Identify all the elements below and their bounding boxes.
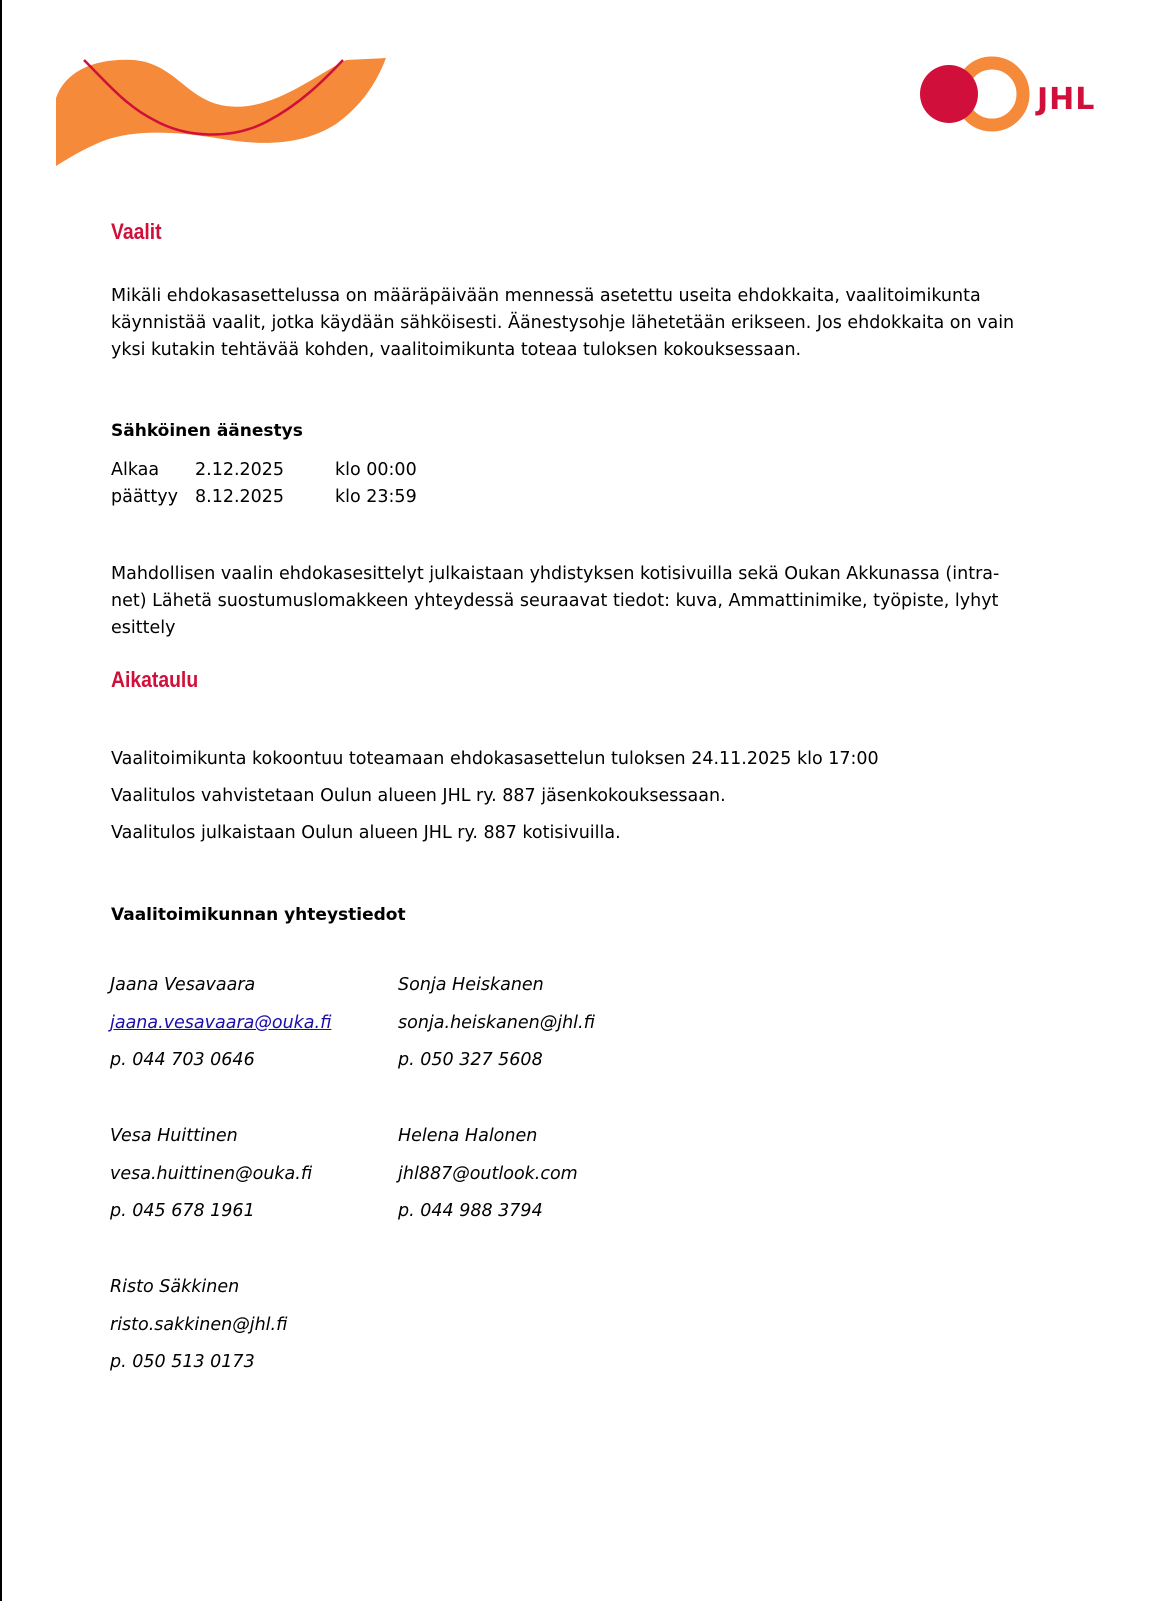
presentation-paragraph-line: Mahdollisen vaalin ehdokasesittelyt julkaistaan yhdistyksen kotisivuilla sekä Oukan Akkunassa (intra- [111, 564, 1000, 584]
section-title-aikataulu: Aikataulu [111, 667, 199, 692]
contacts-title: Vaalitoimikunnan yhteystiedot [111, 905, 406, 925]
presentation-paragraph-line: net) Lähetä suostumuslomakkeen yhteydessä seuraavat tiedot: kuva, Ammattinimike, työpiste, lyhyt [111, 591, 999, 611]
presentation-paragraph [111, 561, 999, 642]
contact-email-link[interactable]: jaana.vesavaara@ouka.fi [110, 1013, 332, 1033]
contact-email: risto.sakkinen@jhl.fi [110, 1315, 288, 1335]
voting-title: Sähköinen äänestys [111, 421, 303, 441]
voting-row [111, 457, 417, 484]
schedule-line: Vaalitoimikunta kokoontuu toteamaan ehdokasasettelun tuloksen 24.11.2025 klo 17:00 [111, 749, 879, 769]
contact-email: sonja.heiskanen@jhl.fi [398, 1013, 595, 1033]
voting-label: päättyy [111, 487, 178, 507]
vaalit-paragraph-line: käynnistää vaalit, jotka käydään sähköisesti. Äänestysohje lähetetään erikseen. Jos ehdokkaita on vain [111, 313, 1015, 333]
voting-time: klo 00:00 [335, 460, 417, 480]
voting-label: Alkaa [111, 460, 160, 480]
contact-name: Jaana Vesavaara [110, 975, 256, 995]
contact-email: jhl887@outlook.com [398, 1164, 578, 1184]
vaalit-paragraph [111, 283, 1014, 364]
contact-name: Sonja Heiskanen [398, 975, 544, 995]
contact-phone: p. 045 678 1961 [110, 1201, 255, 1221]
voting-time: klo 23:59 [335, 487, 417, 507]
contact-phone: p. 044 703 0646 [110, 1050, 255, 1070]
contact-name: Risto Säkkinen [110, 1277, 240, 1297]
vaalit-paragraph-line: Mikäli ehdokasasettelussa on määräpäivään mennessä asetettu useita ehdokkaita, vaalitoimikunta [111, 286, 981, 306]
contact-phone: p. 050 513 0173 [110, 1352, 255, 1372]
contact-email: vesa.huittinen@ouka.fi [110, 1164, 313, 1184]
page-left-border [0, 0, 2, 1601]
voting-table [111, 457, 417, 511]
voting-date: 8.12.2025 [195, 487, 285, 507]
contact-name: Helena Halonen [398, 1126, 538, 1146]
section-title-vaalit: Vaalit [111, 219, 162, 244]
voting-date: 2.12.2025 [195, 460, 285, 480]
schedule-line: Vaalitulos julkaistaan Oulun alueen JHL ry. 887 kotisivuilla. [111, 823, 621, 843]
contact-name: Vesa Huittinen [110, 1126, 238, 1146]
presentation-paragraph-line: esittely [111, 618, 176, 638]
voting-row [111, 484, 417, 511]
logo-text: JHL [1037, 82, 1096, 117]
logo-circles-icon [920, 56, 1032, 136]
schedule-line: Vaalitulos vahvistetaan Oulun alueen JHL ry. 887 jäsenkokouksessaan. [111, 786, 726, 806]
contact-phone: p. 050 327 5608 [398, 1050, 543, 1070]
vaalit-paragraph-line: yksi kutakin tehtävää kohden, vaalitoimikunta toteaa tuloksen kokouksessaan. [111, 340, 802, 360]
decorative-wave-graphic [56, 58, 391, 166]
contact-phone: p. 044 988 3794 [398, 1201, 543, 1221]
